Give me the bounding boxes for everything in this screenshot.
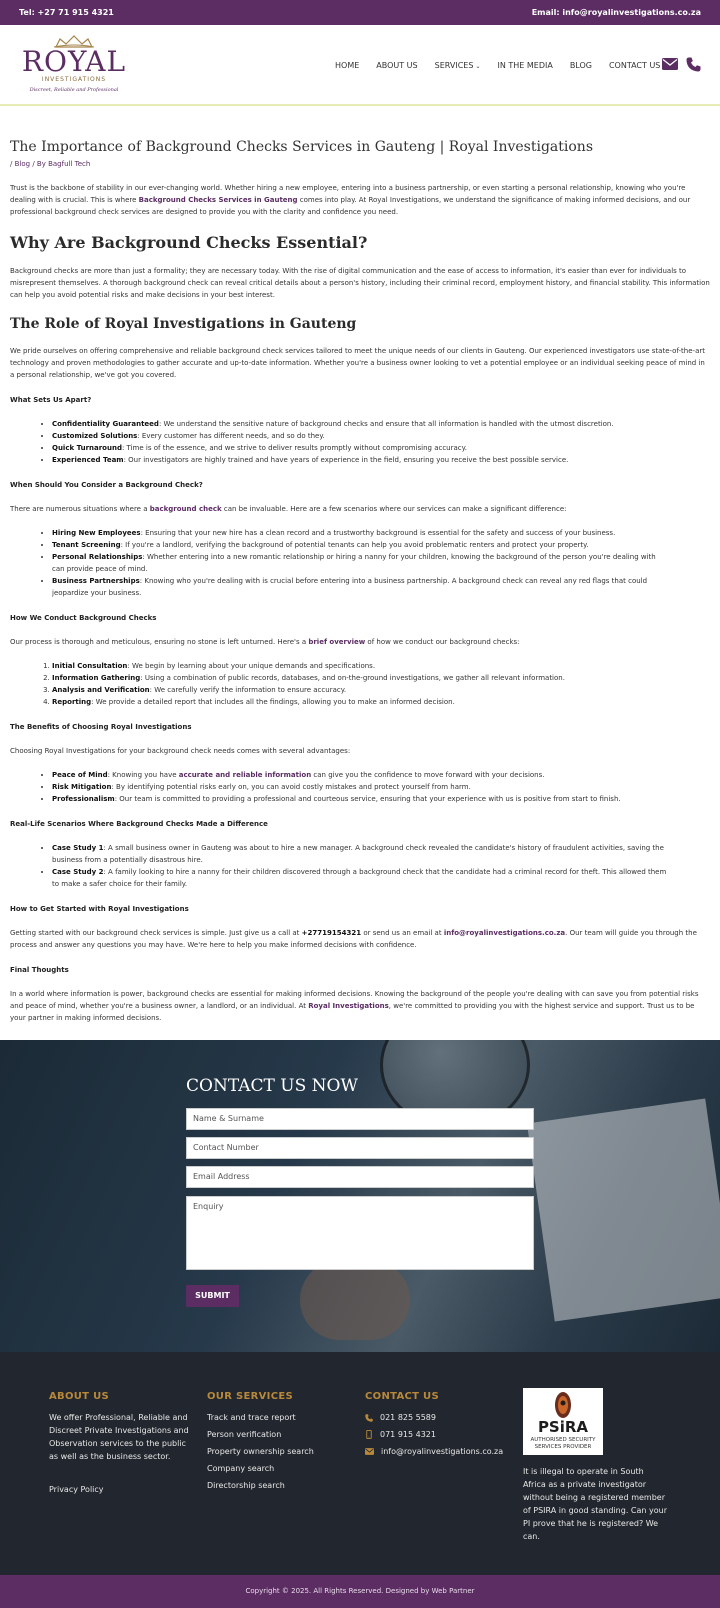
footer-about: [49, 1390, 189, 1496]
footer-contact: [365, 1390, 515, 1462]
intro-text-b: comes into play. At Royal Investigations, we understand the significance of making informed decisions, and our professional background check services are designed to provide you with the clarity and confidence you need.: [10, 196, 691, 216]
enquiry-field[interactable]: Enquiry: [186, 1196, 534, 1270]
list-item: [52, 660, 710, 672]
why-paragraph: Background checks are more than just a formality; they are necessary today. With the rise of digital communication and the ease of access to information, it's easier than ever for individuals to misrepresent themselves. A thorough background check can reveal critical details about a person's history, including their criminal record, employment history, and financial stability. This information can help you avoid potential risks and make decisions in your best interest.: [10, 267, 710, 299]
start-text-a: Getting started with our background check services is simple. Just give us a call at: [10, 929, 302, 937]
item-bold: Case Study 2: [52, 868, 104, 876]
item-text: : We begin by learning about your unique demands and specifications.: [127, 662, 376, 670]
footer-phone1-text: 021 825 5589: [380, 1413, 436, 1422]
logo-sub: INVESTIGATIONS: [41, 76, 107, 83]
footer-email-text: info@royalinvestigations.co.za: [381, 1447, 504, 1456]
footer-phone1[interactable]: [365, 1411, 515, 1424]
list-item: [52, 418, 710, 430]
item-text: : Our team is committed to providing a professional and courteous service, ensuring that your experience with us is positive from start to finish.: [114, 795, 621, 803]
item-text: : Every customer has different needs, and so do they.: [137, 432, 325, 440]
item-bold: Tenant Screening: [52, 541, 121, 549]
top-phone[interactable]: Tel: +27 71 915 4321: [19, 8, 114, 17]
nav-services-label: SERVICES: [434, 61, 474, 70]
list-item: [52, 781, 710, 793]
site-footer: [0, 1352, 720, 1575]
list-item: [52, 696, 710, 708]
item-text: : We carefully verify the information to ensure accuracy.: [149, 686, 347, 694]
meta-separator: /: [10, 160, 13, 168]
list-item: [52, 551, 710, 575]
nav-home[interactable]: HOME: [335, 61, 360, 70]
item-text: : Using a combination of public records, databases, and on-the-ground investigations, we gather all relevant information.: [140, 674, 565, 682]
item-text: can give you the confidence to move forward with your decisions.: [311, 771, 545, 779]
item-text: : Knowing who you're dealing with is crucial before entering into a business partnership. A background check can reveal any red flags that could jeopardize your business.: [52, 577, 648, 597]
heading-how: How We Conduct Background Checks: [10, 614, 157, 622]
item-text: : Ensuring that your new hire has a clean record and a trustworthy background is essential for the safety and success of your business.: [140, 529, 616, 537]
item-bold: Reporting: [52, 698, 92, 706]
accurate-info-link[interactable]: accurate and reliable information: [178, 771, 312, 779]
final-paragraph: [10, 988, 710, 1024]
logo-word: ROYAL: [21, 45, 127, 78]
service-link[interactable]: Company search: [207, 1464, 275, 1473]
contact-number-field[interactable]: Contact Number: [186, 1137, 534, 1159]
footer-psira: [523, 1388, 668, 1543]
start-paragraph: [10, 927, 710, 951]
footer-services-title: OUR SERVICES: [207, 1391, 293, 1402]
final-text-b: , we're committed to providing you with the highest service and support. Trust us to be your partner in making informed decisions.: [10, 1002, 695, 1022]
contact-title: CONTACT US NOW: [186, 1076, 358, 1096]
main-nav: [335, 61, 660, 70]
intro-text-a: Trust is the backbone of stability in our ever-changing world. Whether hiring a new employee, entering into a business partnership, or even starting a personal relationship, knowing who you're dealing with is crucial. This is where: [10, 184, 686, 204]
item-bold: Customized Solutions: [52, 432, 138, 440]
item-bold: Initial Consultation: [52, 662, 128, 670]
nav-media[interactable]: IN THE MEDIA: [497, 61, 553, 70]
item-bold: Information Gathering: [52, 674, 141, 682]
when-text-b: can be invaluable. Here are a few scenarios where our services can make a significant difference:: [221, 505, 567, 513]
meta-blog-link[interactable]: Blog: [14, 160, 31, 168]
list-item: [52, 769, 710, 781]
footer-services: [207, 1390, 347, 1496]
benefits-paragraph: Choosing Royal Investigations for your background check needs comes with several advantages:: [10, 747, 351, 755]
when-text-a: There are numerous situations where a: [10, 505, 150, 513]
footer-phone2-text: 071 915 4321: [380, 1430, 436, 1439]
list-item: [52, 454, 710, 466]
footer-about-title: ABOUT US: [49, 1391, 110, 1402]
phone-icon[interactable]: [686, 57, 701, 72]
list-item: [52, 866, 710, 890]
envelope-icon: [365, 1448, 374, 1455]
item-bold: Professionalism: [52, 795, 115, 803]
item-bold: Risk Mitigation: [52, 783, 112, 791]
intro-paragraph: [10, 182, 710, 218]
start-email-link[interactable]: info@royalinvestigations.co.za: [443, 929, 566, 937]
heading-apart: What Sets Us Apart?: [10, 396, 92, 404]
brief-overview-link[interactable]: brief overview: [308, 638, 366, 646]
psira-name: PSiRA: [537, 1418, 589, 1436]
submit-button[interactable]: SUBMIT: [186, 1285, 239, 1307]
heading-why: Why Are Background Checks Essential?: [10, 233, 368, 252]
list-item: [52, 842, 710, 866]
logo-tagline: Discreet, Reliable and Professional: [29, 87, 119, 93]
heading-start: How to Get Started with Royal Investigations: [10, 905, 189, 913]
item-bold: Peace of Mind: [52, 771, 108, 779]
footer-about-text: We offer Professional, Reliable and Discreet Private Investigations and Observation services to the public as well as the business sector.: [49, 1413, 189, 1461]
item-text: : We understand the sensitive nature of background checks and ensure that all information is handled with the utmost discretion.: [158, 420, 614, 428]
contact-section: [0, 1040, 720, 1352]
site-header: [0, 25, 720, 106]
list-item: [52, 539, 710, 551]
service-link[interactable]: Property ownership search: [207, 1447, 314, 1456]
list-item: [52, 793, 710, 805]
post-meta: [10, 158, 710, 170]
item-text: : We provide a detailed report that includes all the findings, allowing you to make an informed decision.: [91, 698, 455, 706]
real-list: [10, 842, 710, 890]
psira-sub: AUTHORISED SECURITY SERVICES PROVIDER: [530, 1437, 596, 1450]
footer-email[interactable]: [365, 1445, 515, 1458]
item-bold: Quick Turnaround: [52, 444, 122, 452]
site-logo[interactable]: [20, 35, 128, 99]
list-item: [52, 527, 710, 539]
privacy-policy-link[interactable]: Privacy Policy: [49, 1485, 104, 1494]
benefits-list: [10, 769, 710, 805]
how-text-a: Our process is thorough and meticulous, ensuring no stone is left unturned. Here's a: [10, 638, 309, 646]
psira-text: It is illegal to operate in South Africa as a private investigator without being a registered member of PSIRA in good standing. Can your PI prove that he is registered? We can.: [523, 1467, 667, 1541]
hand-image: [300, 1260, 410, 1340]
nav-contact[interactable]: CONTACT US: [608, 61, 661, 70]
psira-shield-icon: [553, 1391, 573, 1419]
item-text: : By identifying potential risks early on, you can avoid costly mistakes and protect yourself from harm.: [111, 783, 471, 791]
list-item: [52, 672, 710, 684]
when-list: [10, 527, 710, 599]
heading-when: When Should You Consider a Background Check?: [10, 481, 203, 489]
list-item: [52, 430, 710, 442]
item-bold: Analysis and Verification: [52, 686, 150, 694]
item-bold: Confidentiality Guaranteed: [52, 420, 159, 428]
page-title: The Importance of Background Checks Services in Gauteng | Royal Investigations: [10, 139, 594, 155]
when-paragraph: [10, 503, 710, 515]
list-item: [52, 442, 710, 454]
mobile-icon: [365, 1430, 373, 1439]
item-text: : Knowing you have: [107, 771, 179, 779]
how-list: [10, 660, 710, 708]
apart-list: [10, 418, 710, 466]
start-text-c: . Our team will guide you through the process and answer any questions you may have. We're here to help you make informed decisions with confidence.: [10, 929, 697, 949]
item-text: : If you're a landlord, verifying the background of potential tenants can help you avoid problematic renters and protect your property.: [120, 541, 589, 549]
email-field[interactable]: Email Address: [186, 1166, 534, 1188]
name-field[interactable]: Name & Surname: [186, 1108, 534, 1130]
footer-phone2[interactable]: [365, 1428, 515, 1441]
chevron-down-icon: ⌄: [475, 63, 481, 70]
item-bold: Experienced Team: [52, 456, 124, 464]
top-email[interactable]: Email: info@royalinvestigations.co.za: [531, 8, 701, 17]
meta-author-link[interactable]: Bagfull Tech: [48, 160, 91, 168]
item-text: : A small business owner in Gauteng was about to hire a new manager. A background check revealed the candidate's history of fraudulent activities, saving the business from a potentially disastrous hire.: [52, 844, 664, 864]
psira-logo[interactable]: [523, 1388, 603, 1455]
item-text: : Our investigators are highly trained and have years of experience in the field, ensuring you receive the best possible service.: [123, 456, 569, 464]
item-text: : Time is of the essence, and we strive to deliver results promptly without compromising accuracy.: [121, 444, 467, 452]
start-text-b: or send us an email at: [361, 929, 444, 937]
service-link[interactable]: Track and trace report: [207, 1413, 296, 1422]
start-phone[interactable]: +27719154321: [301, 929, 362, 937]
service-link[interactable]: Directorship search: [207, 1481, 285, 1490]
item-bold: Case Study 1: [52, 844, 104, 852]
heading-benefits: The Benefits of Choosing Royal Investigations: [10, 723, 192, 731]
meta-by: / By: [32, 160, 46, 168]
item-bold: Hiring New Employees: [52, 529, 141, 537]
how-paragraph: [10, 636, 710, 648]
top-bar: [0, 0, 720, 25]
heading-final: Final Thoughts: [10, 966, 69, 974]
article: [10, 138, 710, 1024]
list-item: [52, 684, 710, 696]
how-text-b: of how we conduct our background checks:: [365, 638, 520, 646]
item-text: : Whether entering into a new romantic relationship or hiring a nanny for your children, knowing the background of the person you're dealing with can provide peace of mind.: [52, 553, 656, 573]
intro-link[interactable]: Background Checks Services in Gauteng: [138, 196, 298, 204]
nav-about[interactable]: ABOUT US: [376, 61, 418, 70]
royal-investigations-link[interactable]: Royal Investigations: [308, 1002, 389, 1010]
envelope-icon[interactable]: [662, 57, 678, 71]
service-link[interactable]: Person verification: [207, 1430, 282, 1439]
footer-contact-title: CONTACT US: [365, 1391, 439, 1402]
item-bold: Personal Relationships: [52, 553, 143, 561]
nav-blog[interactable]: BLOG: [569, 61, 592, 70]
copyright-bar: [0, 1575, 720, 1608]
header-icons: [662, 57, 701, 72]
list-item: [52, 575, 710, 599]
role-paragraph: We pride ourselves on offering comprehensive and reliable background check services tailored to meet the unique needs of our clients in Gauteng. Our experienced investigators use state-of-the-art technology and proven methodologies to gather accurate and up-to-date information. Whether you're a business owner looking to vet a potential employee or an individual seeking peace of mind in a personal relationship, we've got you covered.: [10, 347, 705, 379]
heading-real: Real-Life Scenarios Where Background Checks Made a Difference: [10, 820, 268, 828]
heading-role: The Role of Royal Investigations in Gauteng: [10, 316, 357, 332]
background-check-link[interactable]: background check: [149, 505, 222, 513]
final-text-a: In a world where information is power, background checks are essential for making informed decisions. Knowing the background of the people you're dealing with can save you from potential risks and peace of mind, whether you're a business owner, a landlord, or an individual. At: [10, 990, 699, 1010]
item-text: : A family looking to hire a nanny for their children discovered through a background check that the candidate had a criminal record for theft. This allowed them to make a safer choice for their family.: [52, 868, 667, 888]
item-bold: Business Partnerships: [52, 577, 140, 585]
nav-services[interactable]: [435, 61, 481, 70]
copyright-text: Copyright © 2025. All Rights Reserved. Designed by Web Partner: [245, 1587, 475, 1595]
paper-image: [527, 1098, 720, 1321]
phone-icon: [365, 1414, 373, 1422]
